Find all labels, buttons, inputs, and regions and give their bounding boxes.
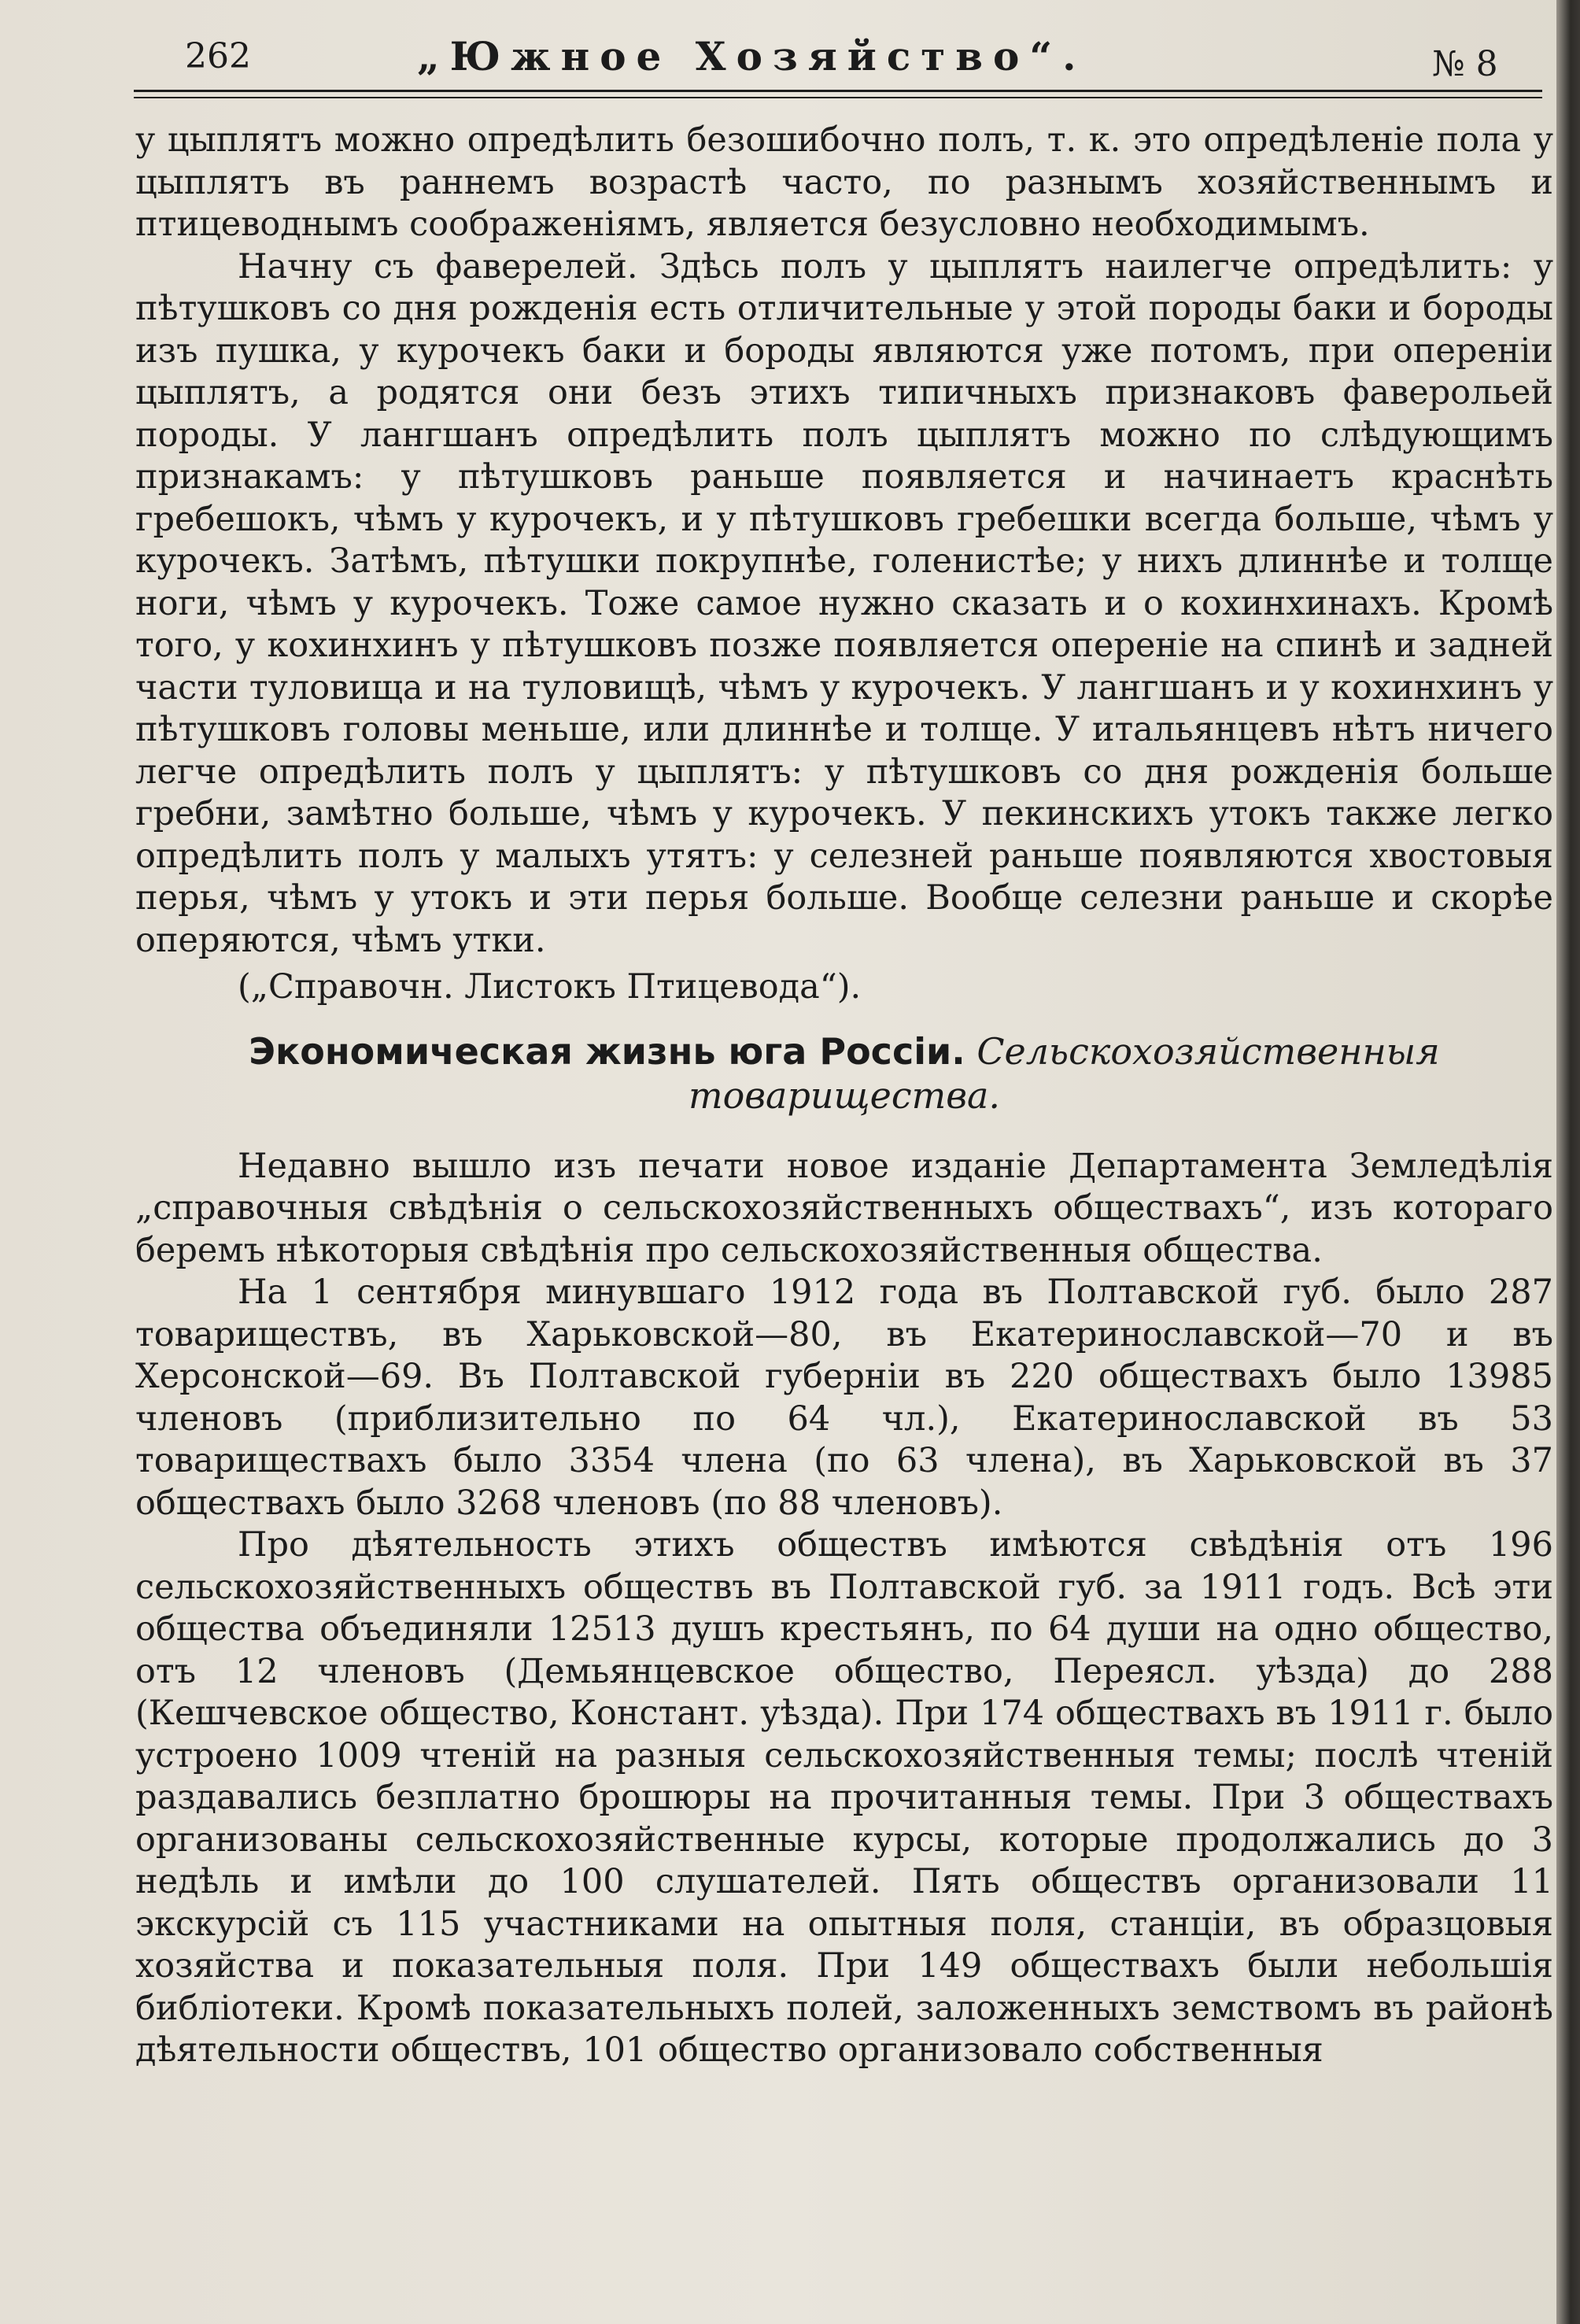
section-title-italic: Сельскохозяйственныя товарищества. (688, 1029, 1440, 1117)
article-source: („Справочн. Листокъ Птицевода“). (238, 967, 862, 1007)
page-number: 262 (185, 36, 251, 76)
page-header (134, 33, 1534, 88)
section-paragraph: Про дѣятельность этихъ обществъ имѣются свѣдѣнія отъ 196 сельскохозяйственныхъ обществъ въ Полтавской губ. за 1911 годъ. Всѣ эти общества объединяли 12513 душъ крестьянъ, по 64 души на одно общество, отъ 12 членовъ (Демьянцевское общество, Переясл. уѣзда) до 288 (Кешчевское общество, Констант. уѣзда). При 174 обществахъ въ 1911 г. было устроено 1009 чтеній на разныя сельскохозяйственныя темы; послѣ чтеній раздавались безплатно брошюры на прочитанныя темы. При 3 обществахъ организованы сельскохозяйственные курсы, которые продолжались до 3 недѣль и имѣли до 100 слушателей. Пять обществъ организовали 11 экскурсій съ 115 участниками на опытныя поля, станціи, въ образцовыя хозяйства и показательныя поля. При 149 обществахъ были небольшія библіотеки. Кромѣ показательныхъ полей, заложенныхъ земствомъ въ районѣ дѣятельности обществъ, 101 общество организовало собственныя (135, 1525, 1553, 2070)
issue-number: № 8 (1432, 44, 1498, 84)
section-heading (135, 1029, 1553, 1118)
header-rule (134, 90, 1542, 92)
section-paragraph: Недавно вышло изъ печати новое изданіе Департамента Земледѣлія „справочныя свѣдѣнія о сельскохозяйственныхъ обществахъ“, изъ котораго беремъ нѣкоторыя свѣдѣнія про сельскохозяйственныя общества. (135, 1146, 1553, 1270)
article-paragraph: Начну съ фаверелей. Здѣсь полъ у цыплятъ наилегче опредѣлить: у пѣтушковъ со дня рожденія есть отличительные у этой породы баки и бороды изъ пушка, у курочекъ баки и бороды являются уже потомъ, при опереніи цыплятъ, а родятся они безъ этихъ типичныхъ признаковъ фаверольей породы. У лангшанъ опредѣлить полъ цыплятъ можно по слѣдующимъ признакамъ: у пѣтушковъ раньше появляется и начинаетъ краснѣть гребешокъ, чѣмъ у курочекъ, и у пѣтушковъ гребешки всегда больше, чѣмъ у курочекъ. Затѣмъ, пѣтушки покрупнѣе, голенистѣе; у нихъ длиннѣе и толще ноги, чѣмъ у курочекъ. Тоже самое нужно сказать и о кохинхинахъ. Кромѣ того, у кохинхинъ у пѣтушковъ позже появляется опереніе на спинѣ и задней части туловища и на туловищѣ, чѣмъ у курочекъ. У лангшанъ и у кохинхинъ у пѣтушковъ головы меньше, или длиннѣе и толще. У итальянцевъ нѣтъ ничего легче опредѣлить полъ у цыплятъ: у пѣтушковъ со дня рожденія больше гребни, замѣтно больше, чѣмъ у курочекъ. У пекинскихъ утокъ также легко опредѣлить полъ у малыхъ утятъ: у селезней раньше появляются хвостовыя перья, чѣмъ у утокъ и эти перья больше. Вообще селезни раньше и скорѣе оперяются, чѣмъ утки. (135, 246, 1553, 960)
header-rule-thin (134, 97, 1542, 98)
section-paragraph: На 1 сентября минувшаго 1912 года въ Полтавской губ. было 287 товариществъ, въ Харьковской—80, въ Екатеринославской—70 и въ Херсонской—69. Въ Полтавской губерніи въ 220 обществахъ было 13985 членовъ (приблизительно по 64 чл.), Екатеринославской въ 53 товариществахъ было 3354 члена (по 63 члена), въ Харьковской въ 37 обществахъ было 3268 членовъ (по 88 членовъ). (135, 1273, 1553, 1523)
page-body (135, 120, 1553, 2072)
journal-title: „Южное Хозяйство“. (417, 33, 1087, 79)
section-title-bold: Экономическая жизнь юга Россіи. (249, 1029, 965, 1073)
page-binding-shadow (1556, 0, 1580, 2324)
article-paragraph: у цыплятъ можно опредѣлить безошибочно полъ, т. к. это опредѣленіе пола у цыплятъ въ раннемъ возрастѣ часто, по разнымъ хозяйственнымъ и птицеводнымъ соображеніямъ, является безусловно необходимымъ. (135, 120, 1553, 244)
